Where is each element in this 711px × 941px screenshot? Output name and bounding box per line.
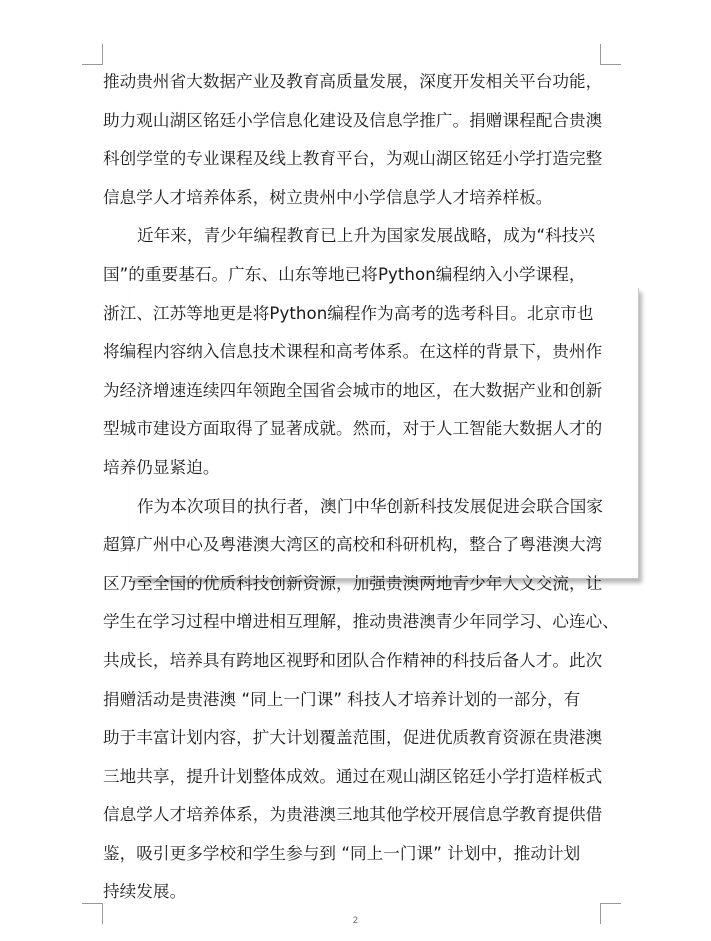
text-line: 共成长，培养具有跨地区视野和团队合作精神的科技后备人才。此次 <box>103 650 603 670</box>
crop-mark-top-left <box>82 44 103 65</box>
text-line: 信息学人才培养体系，为贵港澳三地其他学校开展信息学教育提供借 <box>103 805 603 825</box>
text-line: 培养仍显紧迫。 <box>103 457 220 477</box>
document-body[interactable] <box>103 63 623 912</box>
text-line: 三地共享，提升计划整体成效。通过在观山湖区铭廷小学打造样板式 <box>103 766 603 786</box>
text-line: 持续发展。 <box>103 882 187 902</box>
text-line: 助于丰富计划内容，扩大计划覆盖范围，促进优质教育资源在贵港澳 <box>103 728 603 748</box>
text-line: 国”的重要基石。广东、山东等地已将Python编程纳入小学课程， <box>103 264 586 284</box>
text-line: 型城市建设方面取得了显著成就。然而，对于人工智能大数据人才的 <box>103 419 603 439</box>
paragraph-first-line: 作为本次项目的执行者，澳门中华创新科技发展促进会联合国家 <box>137 496 604 516</box>
text-line: 鉴，吸引更多学校和学生参与到 “同上一门课” 计划中，推动计划 <box>103 843 581 863</box>
text-line: 将编程内容纳入信息技术课程和高考体系。在这样的背景下，贵州作 <box>103 342 603 362</box>
text-line: 为经济增速连续四年领跑全国省会城市的地区，在大数据产业和创新 <box>103 380 603 400</box>
text-line: 区乃至全国的优质科技创新资源，加强贵澳两地青少年人文交流，让 <box>103 573 603 593</box>
text-line: 信息学人才培养体系，树立贵州中小学信息学人才培养样板。 <box>103 187 553 207</box>
text-line: 助力观山湖区铭廷小学信息化建设及信息学推广。捐赠课程配合贵澳 <box>103 110 603 130</box>
page-number: 2 <box>352 916 359 926</box>
crop-mark-top-right <box>600 44 621 65</box>
text-line: 捐赠活动是贵港澳 “同上一门课” 科技人才培养计划的一部分，有 <box>103 689 581 709</box>
paragraph-first-line: 近年来，青少年编程教育已上升为国家发展战略，成为“科技兴 <box>137 226 596 246</box>
text-line: 浙江、江苏等地更是将Python编程作为高考的选考科目。北京市也 <box>103 303 594 323</box>
text-line: 科创学堂的专业课程及线上教育平台，为观山湖区铭廷小学打造完整 <box>103 149 603 169</box>
text-line: 推动贵州省大数据产业及教育高质量发展，深度开发相关平台功能， <box>103 72 603 91</box>
text-line: 超算广州中心及粤港澳大湾区的高校和科研机构，整合了粤港澳大湾 <box>103 535 603 555</box>
text-line: 学生在学习过程中增进相互理解，推动贵港澳青少年同学习、心连心、 <box>103 612 619 632</box>
